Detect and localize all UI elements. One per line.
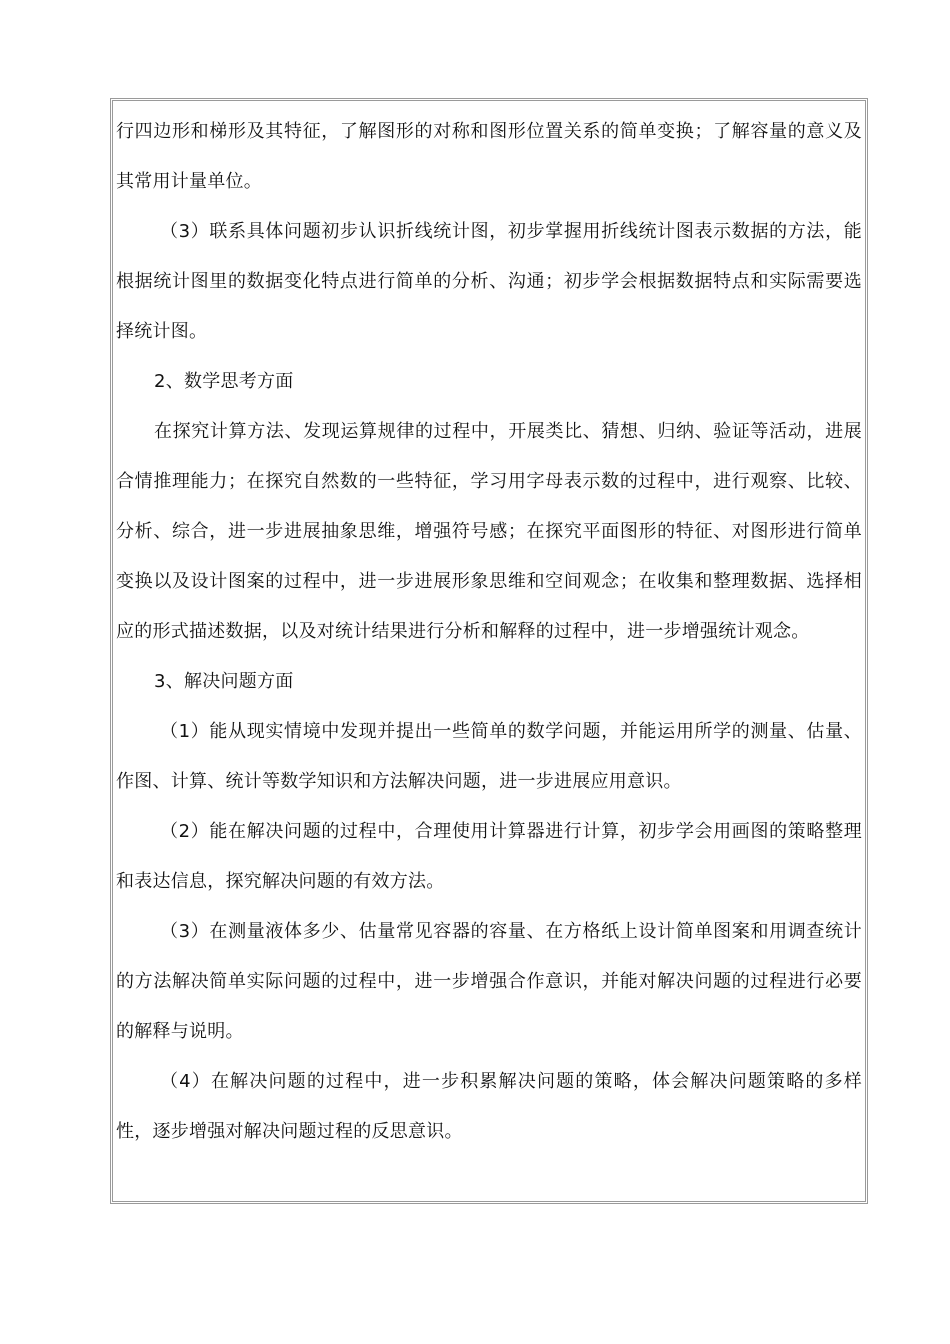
document-frame (110, 98, 868, 1204)
paragraph-line-chart: （3）联系具体问题初步认识折线统计图，初步掌握用折线统计图表示数据的方法，能根据统计图里的数据变化特点进行简单的分析、沟通；初步学会根据数据特点和实际需要选择统计图。 (116, 221, 862, 342)
paragraph-problem-solving-2: （2）能在解决问题的过程中，合理使用计算器进行计算，初步学会用画图的策略整理和表达信息，探究解决问题的有效方法。 (116, 821, 862, 892)
paragraph-shapes-continuation: 行四边形和梯形及其特征，了解图形的对称和图形位置关系的简单变换；了解容量的意义及其常用计量单位。 (116, 121, 862, 192)
paragraph-problem-solving-3: （3）在测量液体多少、估量常见容器的容量、在方格纸上设计简单图案和用调查统计的方法解决简单实际问题的过程中，进一步增强合作意识，并能对解决问题的过程进行必要的解释与说明。 (116, 921, 862, 1042)
paragraph-problem-solving-4: （4）在解决问题的过程中，进一步积累解决问题的策略，体会解决问题策略的多样性，逐步增强对解决问题过程的反思意识。 (116, 1071, 862, 1142)
paragraph-problem-solving-1: （1）能从现实情境中发现并提出一些简单的数学问题，并能运用所学的测量、估量、作图、计算、统计等数学知识和方法解决问题，进一步进展应用意识。 (116, 721, 862, 792)
section-heading-problem-solving: 3、解决问题方面 (154, 671, 294, 692)
document-body (116, 107, 862, 1157)
paragraph-math-thinking: 在探究计算方法、发现运算规律的过程中，开展类比、猜想、归纳、验证等活动，进展合情推理能力；在探究自然数的一些特征，学习用字母表示数的过程中，进行观察、比较、分析、综合，进一步进展抽象思维，增强符号感；在探究平面图形的特征、对图形进行简单变换以及设计图案的过程中，进一步进展形象思维和空间观念；在收集和整理数据、选择相应的形式描述数据，以及对统计结果进行分析和解释的过程中，进一步增强统计观念。 (116, 421, 862, 642)
section-heading-math-thinking: 2、数学思考方面 (154, 371, 294, 392)
